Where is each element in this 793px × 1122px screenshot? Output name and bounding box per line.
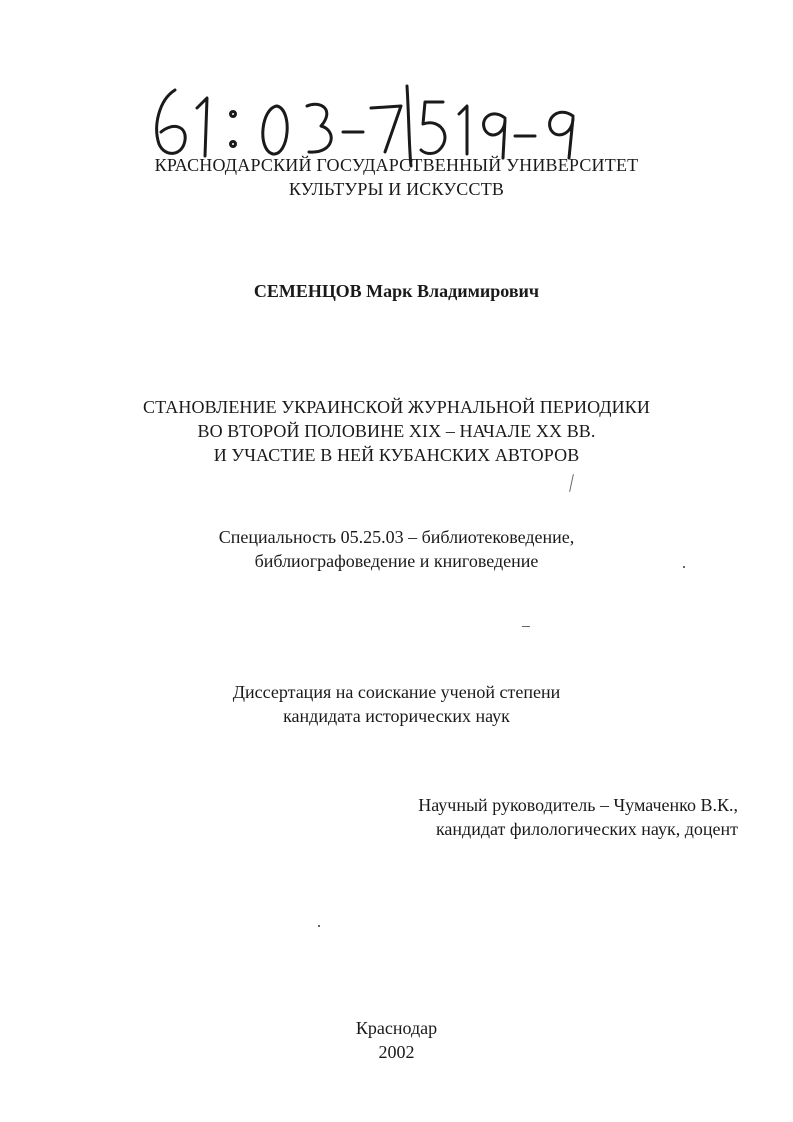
city: Краснодар — [355, 1018, 438, 1038]
university-line-1: КРАСНОДАРСКИЙ ГОСУДАРСТВЕННЫЙ УНИВЕРСИТЕТ — [154, 155, 639, 175]
scan-artifact — [318, 925, 320, 927]
scientific-supervisor — [238, 793, 738, 841]
university-name — [0, 153, 793, 201]
university-line-2: КУЛЬТУРЫ И ИСКУССТВ — [288, 179, 505, 199]
author-name-text: СЕМЕНЦОВ Марк Владимирович — [253, 281, 540, 301]
specialty — [0, 525, 793, 573]
specialty-line-2: библиографоведение и книговедение — [254, 551, 539, 571]
scan-artifact — [522, 626, 530, 627]
title-line-2: ВО ВТОРОЙ ПОЛОВИНЕ XIX – НАЧАЛЕ XX ВВ. — [197, 421, 596, 441]
title-line-3: И УЧАСТИЕ В НЕЙ КУБАНСКИХ АВТОРОВ — [213, 445, 580, 465]
place-and-year — [0, 1016, 793, 1064]
scan-artifact — [683, 566, 685, 568]
specialty-line-1: Специальность 05.25.03 – библиотековедение, — [218, 527, 575, 547]
supervisor-line-2: кандидат филологических наук, доцент — [435, 819, 738, 839]
year: 2002 — [378, 1042, 415, 1062]
degree-line-2: кандидата исторических наук — [283, 706, 510, 726]
degree-statement — [0, 680, 793, 728]
author-name — [0, 279, 793, 303]
supervisor-line-1: Научный руководитель – Чумаченко В.К., — [418, 795, 738, 815]
degree-line-1: Диссертация на соискание ученой степени — [232, 682, 561, 702]
scan-artifact — [569, 474, 574, 492]
title-line-1: СТАНОВЛЕНИЕ УКРАИНСКОЙ ЖУРНАЛЬНОЙ ПЕРИОДИКИ — [143, 397, 650, 417]
dissertation-title — [0, 395, 793, 467]
